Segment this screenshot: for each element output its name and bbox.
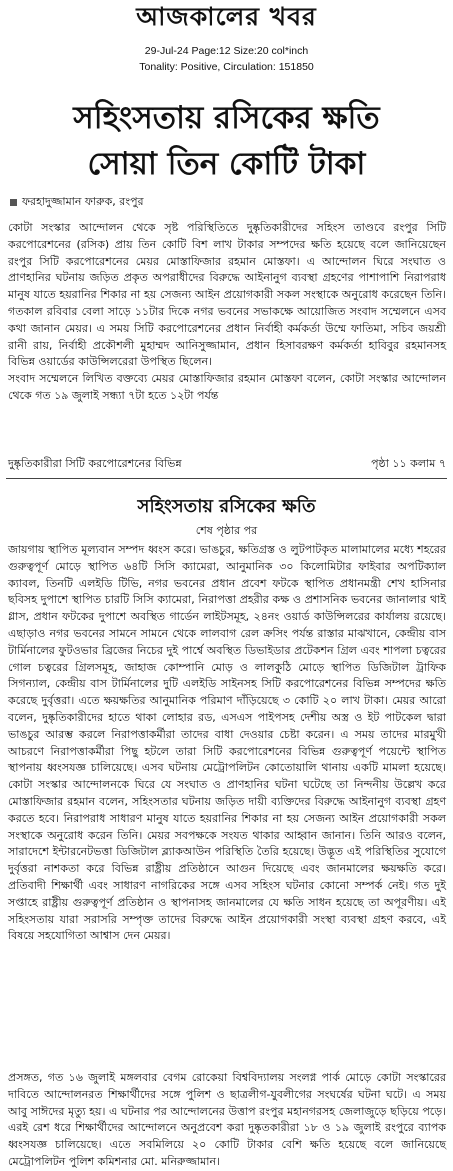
continuation-paragraph-1: জায়গায় স্থাপিত মূল্যবান সম্পদ ধ্বংস করে। ভাঙচুর, ক্ষতিগ্রস্ত ও লুটপাটকৃত মালামালের মধ্যে শহরের গুরুত্বপূর্ণ মোড়ে স্থাপিত ৬৪টি সিসি ক্যামেরা, আনুমানিক ৩০ কিলোমিটার ফাইবার অপটিক্যাল ক্যাবল, তিনটি এলইডি টিভি, নগর ভবনের প্রধান প্রবেশ ফটকে স্থাপিত প্রধানমন্ত্রী শেখ হাসিনার ছবিসহ দুপাশে স্থাপিত চারটি সিসি ক্যামেরা, নিরাপত্তা প্রহরীর কক্ষ ও প্রশাসনিক ভবনের জানালার থাই গ্লাস, প্রধান ফটকের দুপাশে অবস্থিত গার্ডেন লাইটসমূহ, ২৪নং ওয়ার্ড কাউন্সিলরের কার্যালয় রয়েছে। এছাড়াও নগর ভবনের সামনে সামনে থেকে লালবাগ রেল ক্রসিং পর্যন্ত রাস্তার মাঝখানে, কেন্দ্রীয় বাস টার্মিনালের ফুটওভার ব্রিজের নিচের দুই পার্শ্বে অবস্থিত ডিভাইডার প্রটেকশন গ্রিল এবং শাপলা চত্বরের গোল চত্বরের গ্রিলসমূহ, জাহাজ কোম্পানি মোড় ও লালকুঠি মোড়ে স্থাপিত ডিজিটাল ট্রাফিক সিগন্যাল, কেন্দ্রীয় বাস টার্মিনালের দুটি এলইডি সাইনসহ সিটি করপোরেশনের বিভিন্ন সম্পদের ক্ষতি করেছে দুর্বৃত্তরা। এতে ক্ষয়ক্ষতির আনুমানিক পরিমাণ দাঁড়িয়েছে ৩ কোটি ২০ লাখ টাকা। মেয়র আরো বলেন, দুষ্কৃতিকারীদের হাতে থাকা লোহার রড, এসএস পাইপসহ দেশীয় অস্ত্র ও ইট পাটকেল দ্বারা ভাঙচুর আরম্ভ করলে নিরাপত্তাকর্মীরা তাদের বাধা দেওয়ার চেষ্টা করেন। এ সময় তাদের মারমুখী আচরণে নিরাপত্তাকর্মীরা পিছু হটলে তারা সিটি করপোরেশনের বিভিন্ন গুরুত্বপূর্ণ পয়েন্টে স্থাপিত স্থাপনায় ধ্বংসযজ্ঞ চালিয়েছে। এসব ঘটনায় মেট্রোপলিটন কোতোয়ালি থানায় একটি মামলা হয়েছে। কোটা সংস্কার আন্দোলনকে ঘিরে যে সংঘাত ও প্রাণহানির ঘটনা ঘটেছে তা নিন্দনীয় উল্লেখ করে মোস্তাফিজার রহমান বলেন, সহিংসতার ঘটনায় জড়িত দায়ী ব্যক্তিদের বিরুদ্ধে আইনানুগ ব্যবস্থা গ্রহণ করতে হবে। নিরাপরাধ সাধারণ মানুষ যাতে হয়রানির শিকার না হয় সেজন্য আইন প্রয়োগকারী সকল সংস্থাকে অনুরোধ করেন তিনি। মেয়র সবপক্ষকে সংযত থাকার আহ্বান জানান। তিনি আরও বলেন, সারাদেশে ইন্টারনেটভত্তা ডিজিটাল ব্ল্যাকআউন পরিস্থিতি তৈরি হয়েছে। উদ্ভূত এই পরিস্থিতির সুযোগে দুর্বৃত্তরা নাশকতা করে বিভিন্ন রাষ্ট্রীয় প্রতিষ্ঠানে আগুন দিয়েছে এবং জানমালের ক্ষয়ক্ষতি করে। প্রতিবাদী শিক্ষার্থী এবং সাধারণ নাগরিকের সঙ্গে এসব সহিংস ঘটনার কোনো সম্পর্ক নেই। গত দুই সপ্তাহে রাষ্ট্রীয় গুরুত্বপূর্ণ প্রতিষ্ঠান ও স্থাপনাসহ জানমালের যে ক্ষতি সাধন হয়েছে তা অপূরণীয়। এই সহিংসতায় যারা সরাসরি সম্পৃক্ত তাদের বিরুদ্ধে আইন প্রয়োগকারী সংস্থা ব্যবস্থা গ্রহণ করবে, এই বিষয়ে সহযোগিতা আশ্বাস দেন মেয়র। — [8, 543, 446, 943]
article-paragraph-1: কোটা সংস্কার আন্দোলন থেকে সৃষ্ট পরিস্থিতিতে দুষ্কৃতিকারীদের সহিংস তাণ্ডবে রংপুর সিটি করপোরেশনের (রসিক) প্রায় তিন কোটি বিশ লাখ টাকার সম্পদের ক্ষতি হয়েছে বলে জানিয়েছেন রংপুর সিটি করপোরেশনের মেয়র মোস্তাফিজার রহমান মোস্তফা। এ আন্দোলন ঘিরে সংঘাত ও প্রাণহানির ঘটনায় জড়িত প্রকৃত অপরাধীদের বিরুদ্ধে আইনানুগ ব্যবস্থা গ্রহণের পাশাপাশি নিরাপরাধ মানুষ যাতে হয়রানির শিকার না হয় সেজন্য আইন প্রয়োগকারী সকল সংস্থাকে অনুরোধ করেছেন তিনি। গতকাল রবিবার বেলা সাড়ে ১১টার দিকে নগর ভবনের সভাকক্ষে আয়োজিত সংবাদ সম্মেলনে এসব কথা জানান মেয়র। এ সময় সিটি করপোরেশনের প্রধান নির্বাহী কর্মকর্তা উম্মে ফাতিমা, সচিব জয়শ্রী রানী রায়, নির্বাহী প্রকৌশলী মুহাম্মদ আনিসুজ্জামান, প্রধান হিসাবরক্ষণ কর্মকর্তা হাবিবুর রহমানসহ বিভিন্ন ওয়ার্ডের কাউন্সিলরেরা উপস্থিত ছিলেন। — [8, 221, 446, 369]
jump-line-text: দুষ্কৃতিকারীরা সিটি করপোরেশনের বিভিন্ন — [8, 457, 182, 470]
continuation-title: সহিংসতায় রসিকের ক্ষতি — [137, 496, 316, 517]
article-paragraph-2: সংবাদ সম্মেলনে লিখিত বক্তব্যে মেয়র মোস্তাফিজার রহমান মোস্তফা বলেন, কোটা সংস্কার আন্দোলন থেকে গত ১৯ জুলাই সন্ধ্যা ৭টা হতে ১২টা পর্যন্ত — [8, 372, 446, 402]
clipping-meta-date-page: 29-Jul-24 Page:12 Size:20 col*inch — [144, 45, 309, 57]
page-reference: পৃষ্ঠা ১১ কলাম ৭ — [371, 457, 446, 470]
clipping-meta-tonality: Tonality: Positive, Circulation: 151850 — [139, 61, 314, 73]
headline-line-1: সহিংসতায় রসিকের ক্ষতি — [73, 100, 380, 136]
continuation-note: শেষ পৃষ্ঠার পর — [195, 524, 258, 537]
bullet-icon — [10, 199, 17, 206]
byline — [10, 195, 144, 209]
article-intro — [8, 220, 446, 405]
headline-line-2: সোয়া তিন কোটি টাকা — [87, 146, 366, 182]
newspaper-masthead: আজকালের খবর — [136, 2, 317, 31]
section-divider — [6, 478, 447, 479]
continuation-paragraph-2: প্রসঙ্গত, গত ১৬ জুলাই মঙ্গলবার বেগম রোকেয়া বিশ্ববিদ্যালয় সংলগ্ন পার্ক মোড়ে কোটা সংস্কারের দাবিতে আন্দোলনরত শিক্ষার্থীদের সঙ্গে পুলিশ ও ছাত্রলীগ-যুবলীগের সংঘর্ষের ঘটনা ঘটে। এ সময় আবু সাঈদের মৃত্যু হয়। এ ঘটনার পর আন্দোলনের উত্তাপ রংপুর মহানগরসহ জেলাজুড়ে ছড়িয়ে পড়ে। এরই রেশ ধরে শিক্ষার্থীদের আন্দোলনে অনুপ্রবেশ করা দুষ্কৃতকারীরা ১৮ ও ১৯ জুলাই রংপুরে ব্যাপক ধ্বংসযজ্ঞ চালিয়েছে। এতে সবমিলিয়ে ২০ কোটি টাকার বেশি ক্ষতি হয়েছে বলে জানিয়েছে মেট্রোপলিটন পুলিশ কমিশনার মো. মনিরুজ্জামান। — [8, 1071, 446, 1168]
byline-text: ফরহাদুজ্জামান ফারুক, রংপুর — [22, 195, 144, 208]
jump-line — [8, 456, 446, 473]
